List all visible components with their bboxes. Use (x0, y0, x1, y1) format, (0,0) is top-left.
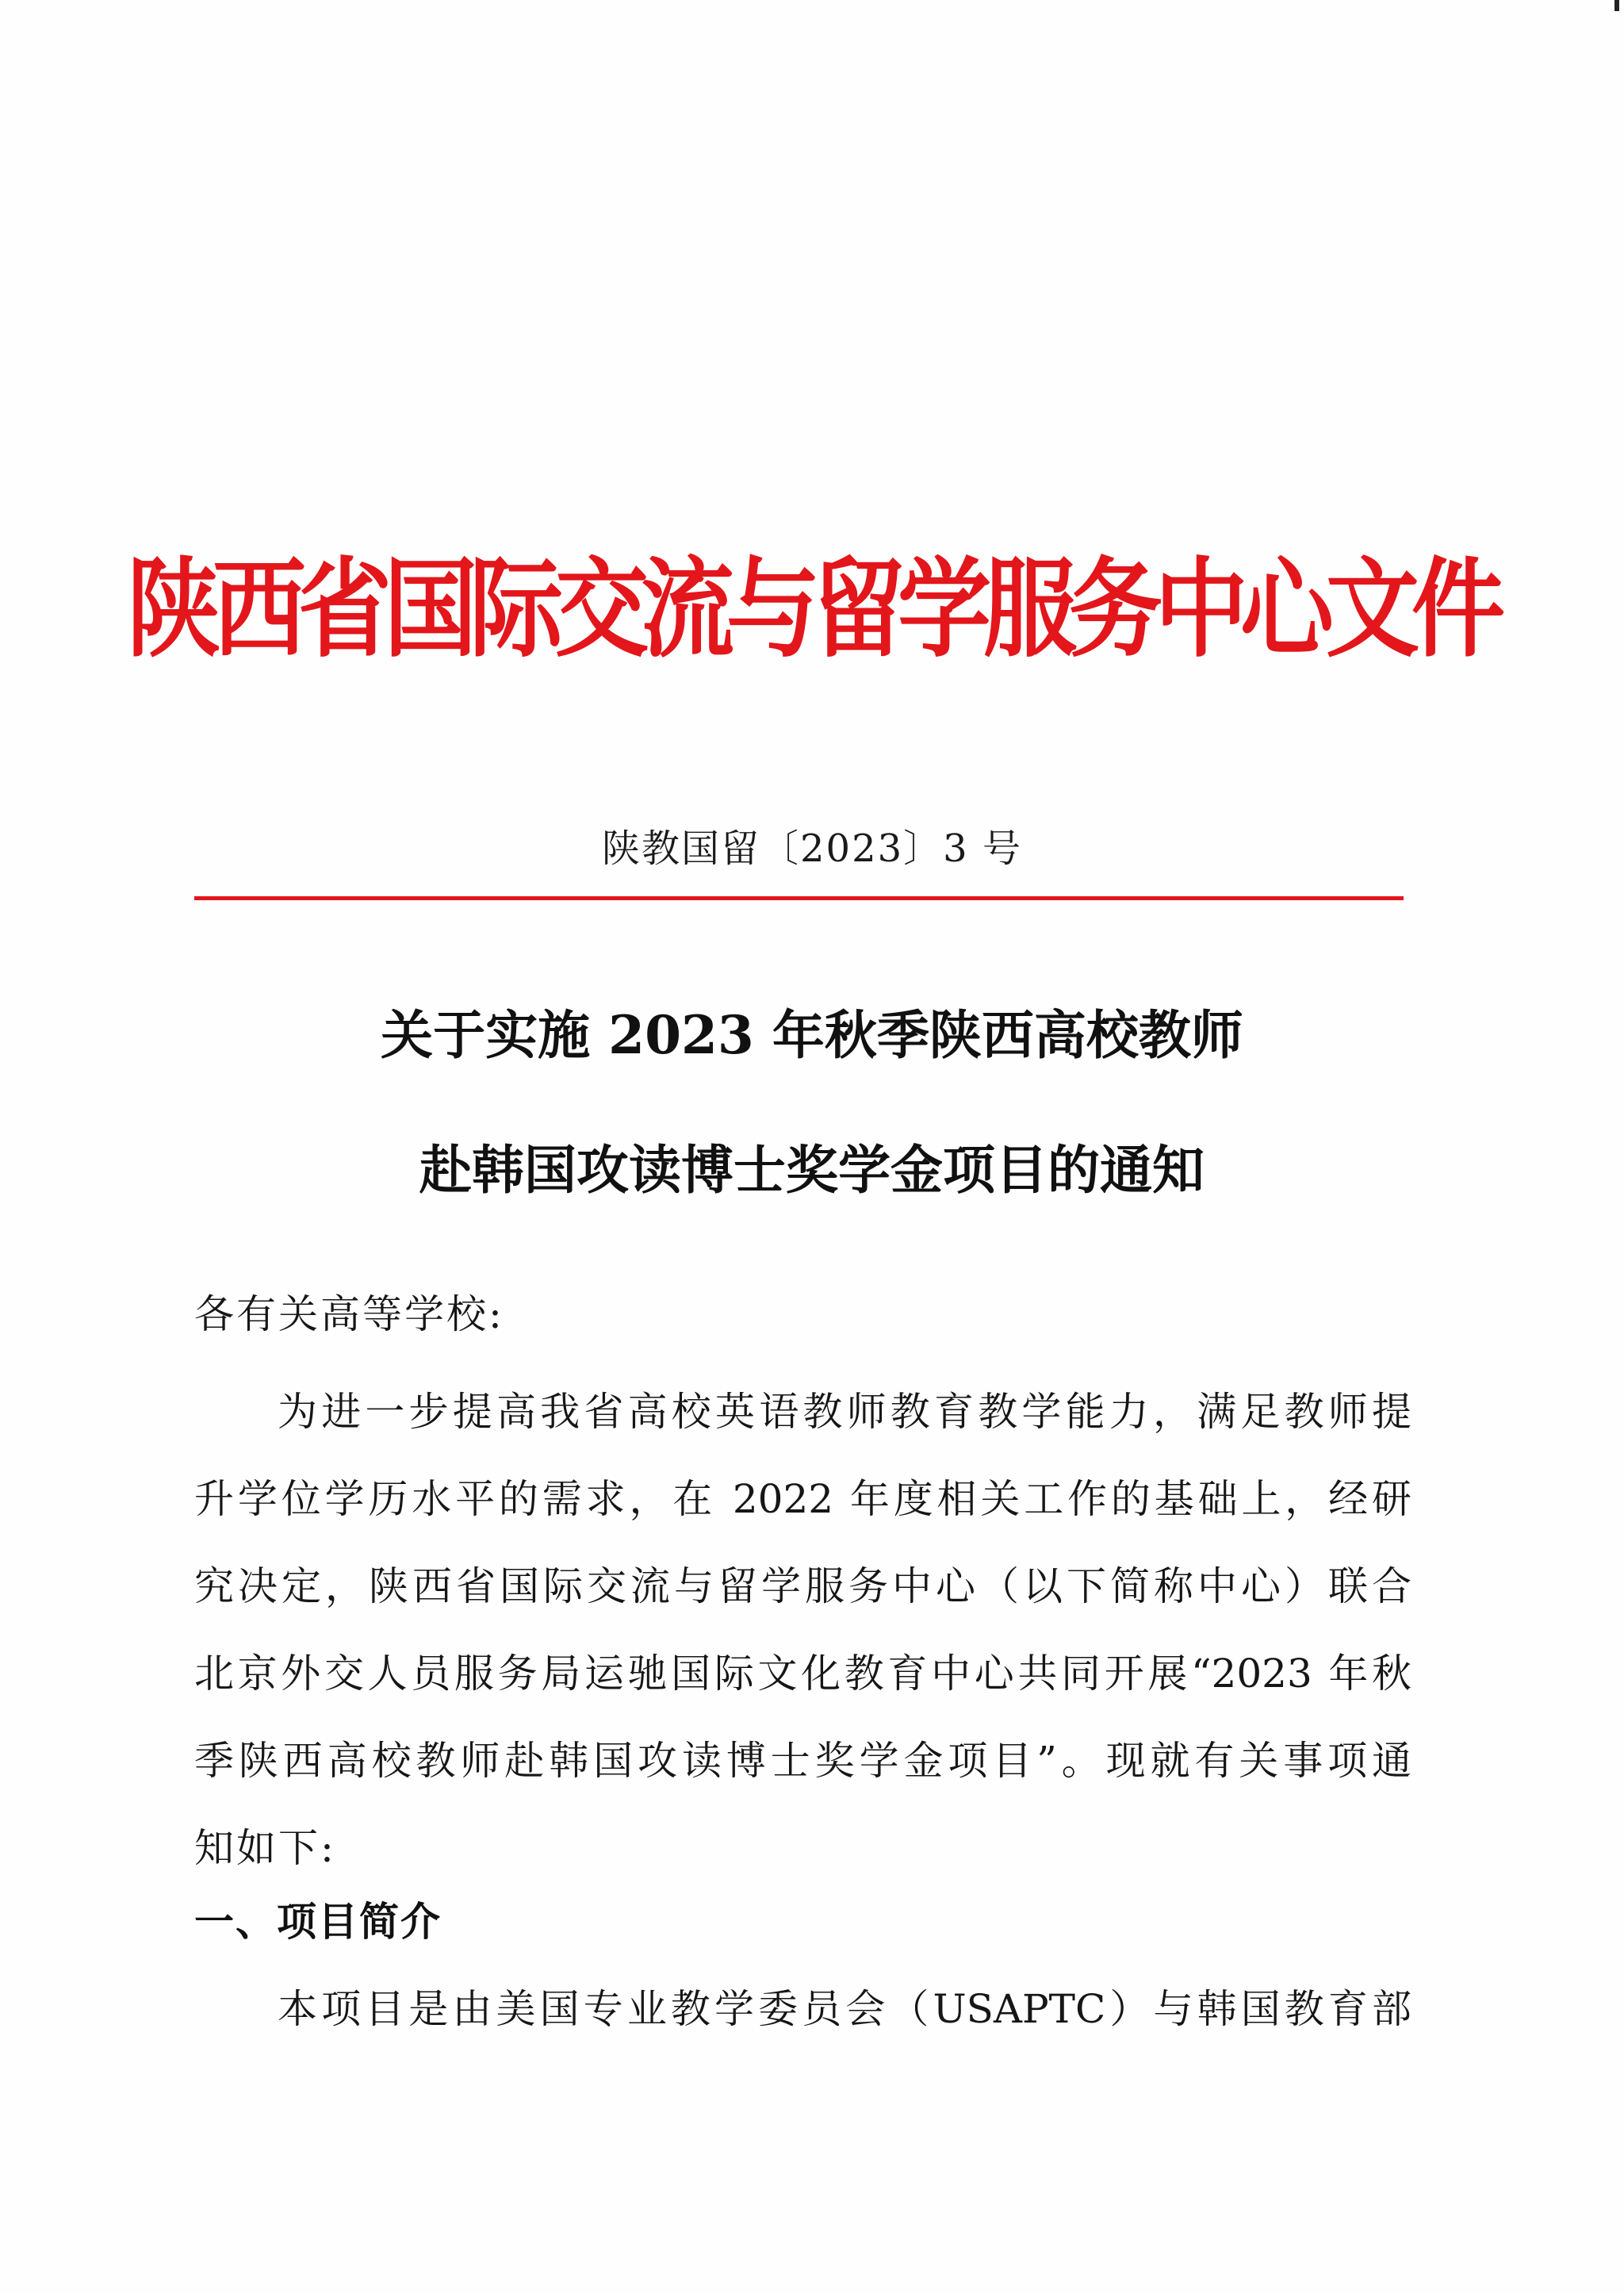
issuing-org-title: 陕西省国际交流与留学服务中心文件 (126, 546, 1497, 673)
document-number: 陕教国留〔2023〕3 号 (602, 826, 1022, 871)
paragraph-line: 知如下: (194, 1825, 336, 1871)
notice-title-line-1: 关于实施 2023 年秋季陕西高校教师 (381, 1004, 1243, 1066)
section-heading: 一、项目简介 (194, 1899, 442, 1945)
paragraph-line: 升学位学历水平的需求，在 2022 年度相关工作的基础上，经研 (194, 1476, 1411, 1522)
salutation: 各有关高等学校: (194, 1291, 504, 1337)
paragraph-line: 究决定，陕西省国际交流与留学服务中心（以下简称中心）联合 (194, 1563, 1411, 1609)
red-divider-line (194, 896, 1404, 900)
scan-edge-mark (1614, 0, 1619, 11)
paragraph-line: 季陕西高校教师赴韩国攻读博士奖学金项目”。现就有关事项通 (194, 1738, 1411, 1784)
paragraph-line: 本项目是由美国专业教学委员会（USAPTC）与韩国教育部 (278, 1986, 1411, 2032)
paragraph-line: 北京外交人员服务局运驰国际文化教育中心共同开展“2023 年秋 (194, 1651, 1411, 1697)
notice-title-line-2: 赴韩国攻读博士奖学金项目的通知 (419, 1139, 1205, 1201)
paragraph-line: 为进一步提高我省高校英语教师教育教学能力，满足教师提 (278, 1389, 1411, 1435)
